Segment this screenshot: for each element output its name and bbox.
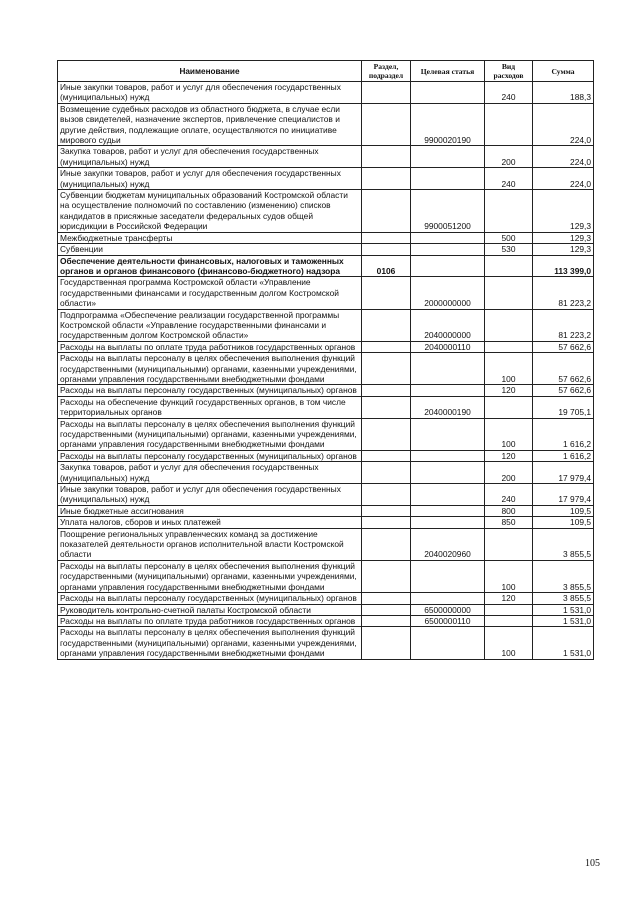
cell-kind xyxy=(485,528,533,560)
cell-article: 2040020960 xyxy=(411,528,485,560)
cell-section xyxy=(362,560,411,592)
cell-section xyxy=(362,309,411,341)
table-row xyxy=(58,309,594,341)
header-kind: Вид расходов xyxy=(485,61,533,82)
table-row xyxy=(58,82,594,104)
cell-article xyxy=(411,517,485,528)
cell-sum: 57 662,6 xyxy=(533,353,594,385)
table-row xyxy=(58,244,594,255)
cell-section xyxy=(362,232,411,243)
cell-kind: 200 xyxy=(485,462,533,484)
header-article: Целевая статья xyxy=(411,61,485,82)
cell-name: Субвенции бюджетам муниципальных образований Костромской области на осуществление полномочий по составлению (изменению) списков кандидатов в присяжные заседатели федеральных судов общей юрисдикции в Российской Федерации xyxy=(58,190,362,233)
cell-section xyxy=(362,615,411,626)
cell-section xyxy=(362,484,411,506)
cell-article: 2040000190 xyxy=(411,396,485,418)
cell-kind: 100 xyxy=(485,418,533,450)
cell-kind xyxy=(485,255,533,277)
cell-kind xyxy=(485,103,533,146)
cell-article xyxy=(411,418,485,450)
header-name: Наименование xyxy=(58,61,362,82)
table-row xyxy=(58,385,594,396)
cell-article xyxy=(411,353,485,385)
cell-name: Закупка товаров, работ и услуг для обеспечения государственных (муниципальных) нужд xyxy=(58,462,362,484)
cell-article xyxy=(411,627,485,659)
cell-sum: 224,0 xyxy=(533,168,594,190)
cell-sum: 3 855,5 xyxy=(533,593,594,604)
cell-kind: 120 xyxy=(485,450,533,461)
cell-sum: 1 616,2 xyxy=(533,418,594,450)
cell-name: Поощрение региональных управленческих команд за достижение показателей деятельности органов исполнительной власти Костромской области xyxy=(58,528,362,560)
table-row xyxy=(58,418,594,450)
cell-name: Расходы на выплаты персоналу в целях обеспечения выполнения функций государственными (муниципальными) органами, казенными учреждениями, органами управления государственными внебюджетными фондами xyxy=(58,353,362,385)
cell-sum: 224,0 xyxy=(533,146,594,168)
cell-section xyxy=(362,505,411,516)
table-row xyxy=(58,627,594,659)
table-row xyxy=(58,277,594,309)
cell-kind: 500 xyxy=(485,232,533,243)
cell-kind: 100 xyxy=(485,560,533,592)
cell-kind xyxy=(485,396,533,418)
cell-sum: 3 855,5 xyxy=(533,528,594,560)
table-row xyxy=(58,450,594,461)
cell-kind: 240 xyxy=(485,484,533,506)
table-row xyxy=(58,255,594,277)
table-row xyxy=(58,353,594,385)
cell-section xyxy=(362,462,411,484)
cell-sum: 109,5 xyxy=(533,505,594,516)
cell-kind: 100 xyxy=(485,627,533,659)
cell-name: Государственная программа Костромской области «Управление государственными финансами и государственным долгом Костромской области» xyxy=(58,277,362,309)
cell-kind xyxy=(485,615,533,626)
cell-name: Возмещение судебных расходов из областного бюджета, в случае если вызов свидетелей, назначение экспертов, привлечение специалистов и другие действия, подлежащие оплате, осуществляются по инициативе мирового судьи xyxy=(58,103,362,146)
cell-kind: 530 xyxy=(485,244,533,255)
cell-article: 9900020190 xyxy=(411,103,485,146)
cell-article: 9900051200 xyxy=(411,190,485,233)
cell-section xyxy=(362,528,411,560)
table-row xyxy=(58,484,594,506)
page-number: 105 xyxy=(585,858,600,869)
table-row xyxy=(58,396,594,418)
table-row xyxy=(58,341,594,352)
cell-name: Руководитель контрольно-счетной палаты Костромской области xyxy=(58,604,362,615)
cell-name: Расходы на выплаты персоналу государственных (муниципальных) органов xyxy=(58,593,362,604)
cell-sum: 1 531,0 xyxy=(533,604,594,615)
cell-section xyxy=(362,353,411,385)
cell-article: 6500000000 xyxy=(411,604,485,615)
table-row xyxy=(58,232,594,243)
cell-article: 6500000110 xyxy=(411,615,485,626)
cell-article xyxy=(411,82,485,104)
cell-sum: 1 531,0 xyxy=(533,627,594,659)
cell-section xyxy=(362,190,411,233)
cell-kind: 120 xyxy=(485,385,533,396)
cell-kind: 200 xyxy=(485,146,533,168)
cell-section xyxy=(362,341,411,352)
cell-kind: 240 xyxy=(485,82,533,104)
table-row xyxy=(58,190,594,233)
cell-sum: 188,3 xyxy=(533,82,594,104)
cell-article xyxy=(411,232,485,243)
cell-kind: 100 xyxy=(485,353,533,385)
cell-section xyxy=(362,604,411,615)
cell-section xyxy=(362,385,411,396)
cell-sum: 129,3 xyxy=(533,232,594,243)
cell-name: Иные закупки товаров, работ и услуг для обеспечения государственных (муниципальных) нужд xyxy=(58,82,362,104)
cell-sum: 129,3 xyxy=(533,190,594,233)
cell-sum: 57 662,6 xyxy=(533,385,594,396)
cell-article xyxy=(411,385,485,396)
cell-sum: 81 223,2 xyxy=(533,309,594,341)
cell-article xyxy=(411,146,485,168)
cell-article xyxy=(411,255,485,277)
cell-section xyxy=(362,627,411,659)
cell-kind xyxy=(485,604,533,615)
table-row xyxy=(58,146,594,168)
cell-name: Уплата налогов, сборов и иных платежей xyxy=(58,517,362,528)
cell-name: Расходы на выплаты персоналу в целях обеспечения выполнения функций государственными (муниципальными) органами, казенными учреждениями, органами управления государственными внебюджетными фондами xyxy=(58,560,362,592)
table-body xyxy=(58,82,594,660)
cell-article xyxy=(411,484,485,506)
cell-article xyxy=(411,450,485,461)
cell-article xyxy=(411,505,485,516)
table-row xyxy=(58,517,594,528)
cell-name: Расходы на выплаты персоналу государственных (муниципальных) органов xyxy=(58,450,362,461)
cell-kind xyxy=(485,190,533,233)
table-row xyxy=(58,462,594,484)
cell-sum: 17 979,4 xyxy=(533,484,594,506)
cell-name: Субвенции xyxy=(58,244,362,255)
cell-section xyxy=(362,396,411,418)
cell-article xyxy=(411,462,485,484)
cell-kind xyxy=(485,309,533,341)
header-section: Раздел, подраздел xyxy=(362,61,411,82)
cell-section xyxy=(362,450,411,461)
cell-kind: 120 xyxy=(485,593,533,604)
cell-section xyxy=(362,277,411,309)
table-row xyxy=(58,168,594,190)
cell-name: Расходы на выплаты персоналу в целях обеспечения выполнения функций государственными (муниципальными) органами, казенными учреждениями, органами управления государственными внебюджетными фондами xyxy=(58,627,362,659)
cell-sum: 1 531,0 xyxy=(533,615,594,626)
cell-sum: 113 399,0 xyxy=(533,255,594,277)
cell-kind xyxy=(485,277,533,309)
cell-name: Иные бюджетные ассигнования xyxy=(58,505,362,516)
cell-section xyxy=(362,168,411,190)
cell-name: Расходы на выплаты по оплате труда работников государственных органов xyxy=(58,615,362,626)
cell-article xyxy=(411,560,485,592)
cell-name: Закупка товаров, работ и услуг для обеспечения государственных (муниципальных) нужд xyxy=(58,146,362,168)
cell-name: Расходы на выплаты персоналу государственных (муниципальных) органов xyxy=(58,385,362,396)
cell-article: 2040000000 xyxy=(411,309,485,341)
cell-sum: 129,3 xyxy=(533,244,594,255)
budget-table xyxy=(57,60,594,660)
table-row xyxy=(58,604,594,615)
cell-kind xyxy=(485,341,533,352)
cell-section xyxy=(362,146,411,168)
cell-kind: 850 xyxy=(485,517,533,528)
cell-section xyxy=(362,103,411,146)
cell-sum: 224,0 xyxy=(533,103,594,146)
cell-section xyxy=(362,244,411,255)
header-sum: Сумма xyxy=(533,61,594,82)
table-row xyxy=(58,593,594,604)
table-row xyxy=(58,505,594,516)
cell-kind: 240 xyxy=(485,168,533,190)
cell-sum: 17 979,4 xyxy=(533,462,594,484)
cell-sum: 81 223,2 xyxy=(533,277,594,309)
cell-sum: 3 855,5 xyxy=(533,560,594,592)
table-row xyxy=(58,615,594,626)
cell-article xyxy=(411,168,485,190)
cell-section xyxy=(362,593,411,604)
cell-name: Подпрограмма «Обеспечение реализации государственной программы Костромской области «Управление государственными финансами и государственным долгом Костромской области» xyxy=(58,309,362,341)
cell-kind: 800 xyxy=(485,505,533,516)
cell-name: Расходы на выплаты по оплате труда работников государственных органов xyxy=(58,341,362,352)
cell-name: Расходы на обеспечение функций государственных органов, в том числе территориальных органов xyxy=(58,396,362,418)
cell-article xyxy=(411,593,485,604)
cell-name: Обеспечение деятельности финансовых, налоговых и таможенных органов и органов финансового (финансово-бюджетного) надзора xyxy=(58,255,362,277)
table-row xyxy=(58,528,594,560)
table-header-row xyxy=(58,61,594,82)
table-row xyxy=(58,560,594,592)
table-row xyxy=(58,103,594,146)
cell-name: Иные закупки товаров, работ и услуг для обеспечения государственных (муниципальных) нужд xyxy=(58,484,362,506)
cell-sum: 109,5 xyxy=(533,517,594,528)
cell-name: Иные закупки товаров, работ и услуг для обеспечения государственных (муниципальных) нужд xyxy=(58,168,362,190)
cell-name: Межбюджетные трансферты xyxy=(58,232,362,243)
cell-name: Расходы на выплаты персоналу в целях обеспечения выполнения функций государственными (муниципальными) органами, казенными учреждениями, органами управления государственными внебюджетными фондами xyxy=(58,418,362,450)
cell-sum: 19 705,1 xyxy=(533,396,594,418)
cell-section: 0106 xyxy=(362,255,411,277)
cell-article: 2040000110 xyxy=(411,341,485,352)
cell-section xyxy=(362,418,411,450)
cell-article: 2000000000 xyxy=(411,277,485,309)
cell-section xyxy=(362,82,411,104)
cell-section xyxy=(362,517,411,528)
cell-sum: 57 662,6 xyxy=(533,341,594,352)
cell-sum: 1 616,2 xyxy=(533,450,594,461)
cell-article xyxy=(411,244,485,255)
